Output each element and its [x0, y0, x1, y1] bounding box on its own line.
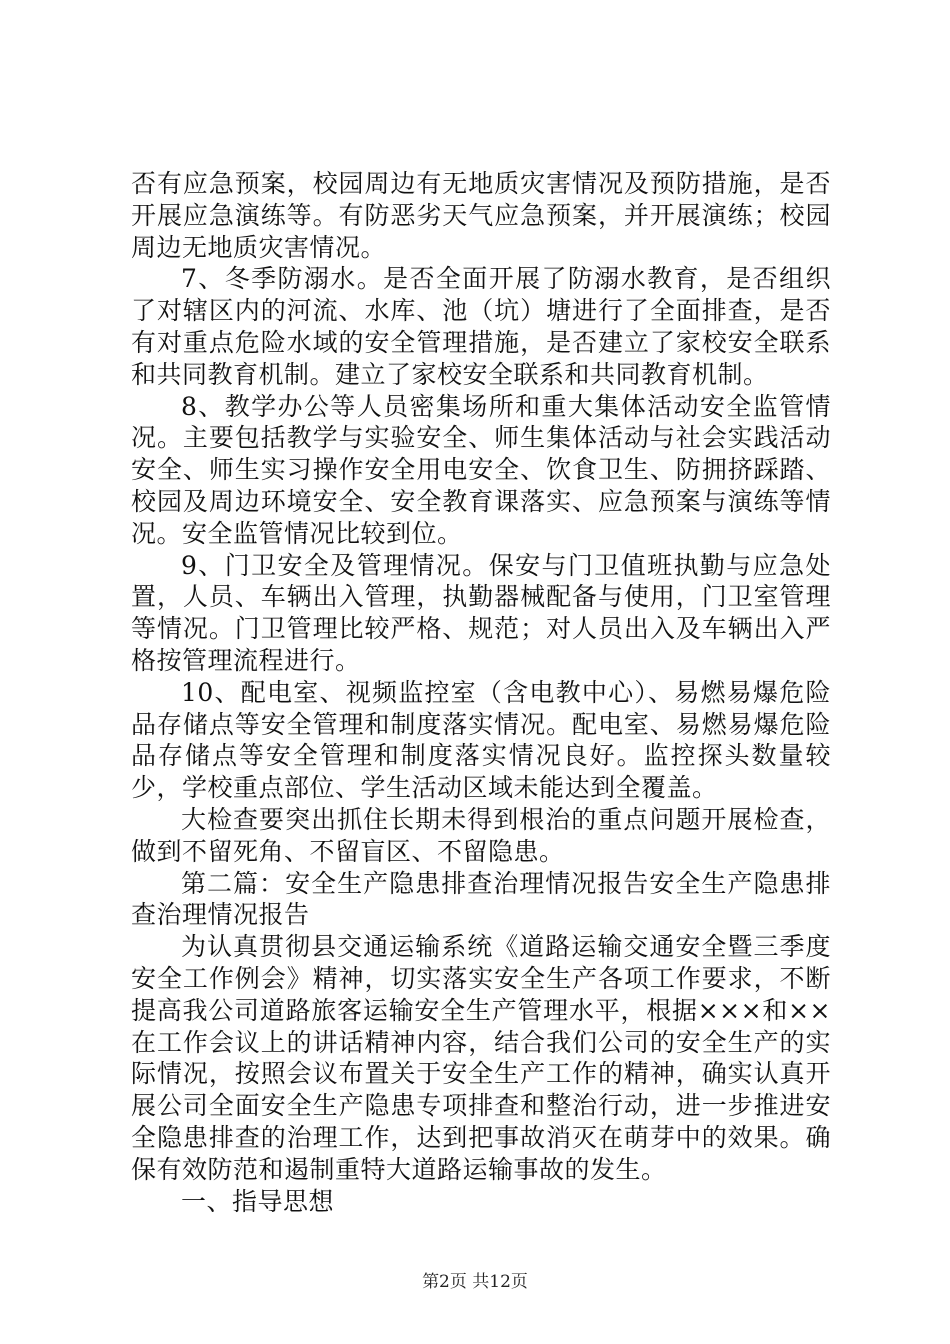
page-number-footer: 第2页 共12页 — [422, 1272, 528, 1292]
paragraph-intro: 为认真贯彻县交通运输系统《道路运输交通安全暨三季度安全工作例会》精神，切实落实安全生产各项工作要求，不断提高我公司道路旅客运输安全生产管理水平，根据×××和××在工作会议上的讲话精神内容，结合我们公司的安全生产的实际情况，按照会议布置关于安全生产工作的精神，确实认真开展公司全面安全生产隐患专项排查和整治行动，进一步推进安全隐患排查的治理工作，达到把事故消灭在萌芽中的效果。确保有效防范和遏制重特大道路运输事故的发生。 — [131, 932, 831, 1184]
paragraph-summary: 大检查要突出抓住长期未得到根治的重点问题开展检查，做到不留死角、不留盲区、不留隐患。 — [131, 804, 831, 866]
section-heading-guiding-thought: 一、指导思想 — [181, 1186, 335, 1216]
paragraph-continuation: 否有应急预案，校园周边有无地质灾害情况及预防措施，是否开展应急演练等。有防恶劣天气应急预案，并开展演练；校园周边无地质灾害情况。 — [131, 169, 831, 262]
paragraph-item-9: 9、门卫安全及管理情况。保安与门卫值班执勤与应急处置，人员、车辆出入管理，执勤器械配备与使用，门卫室管理等情况。门卫管理比较严格、规范；对人员出入及车辆出入严格按管理流程进行。 — [131, 550, 831, 675]
section-heading-part-two: 第二篇：安全生产隐患排查治理情况报告安全生产隐患排查治理情况报告 — [131, 868, 831, 930]
paragraph-item-8: 8、教学办公等人员密集场所和重大集体活动安全监管情况。主要包括教学与实验安全、师生集体活动与社会实践活动安全、师生实习操作安全用电安全、饮食卫生、防拥挤踩踏、校园及周边环境安全、安全教育课落实、应急预案与演练等情况。安全监管情况比较到位。 — [131, 391, 831, 548]
paragraph-item-10: 10、配电室、视频监控室（含电教中心）、易燃易爆危险品存储点等安全管理和制度落实情况。配电室、易燃易爆危险品存储点等安全管理和制度落实情况良好。监控探头数量较少，学校重点部位、学生活动区域未能达到全覆盖。 — [131, 677, 831, 803]
paragraph-item-7: 7、冬季防溺水。是否全面开展了防溺水教育，是否组织了对辖区内的河流、水库、池（坑）塘进行了全面排查，是否有对重点危险水域的安全管理措施，是否建立了家校安全联系和共同教育机制。建立了家校安全联系和共同教育机制。 — [131, 264, 831, 389]
document-body — [131, 168, 831, 1217]
